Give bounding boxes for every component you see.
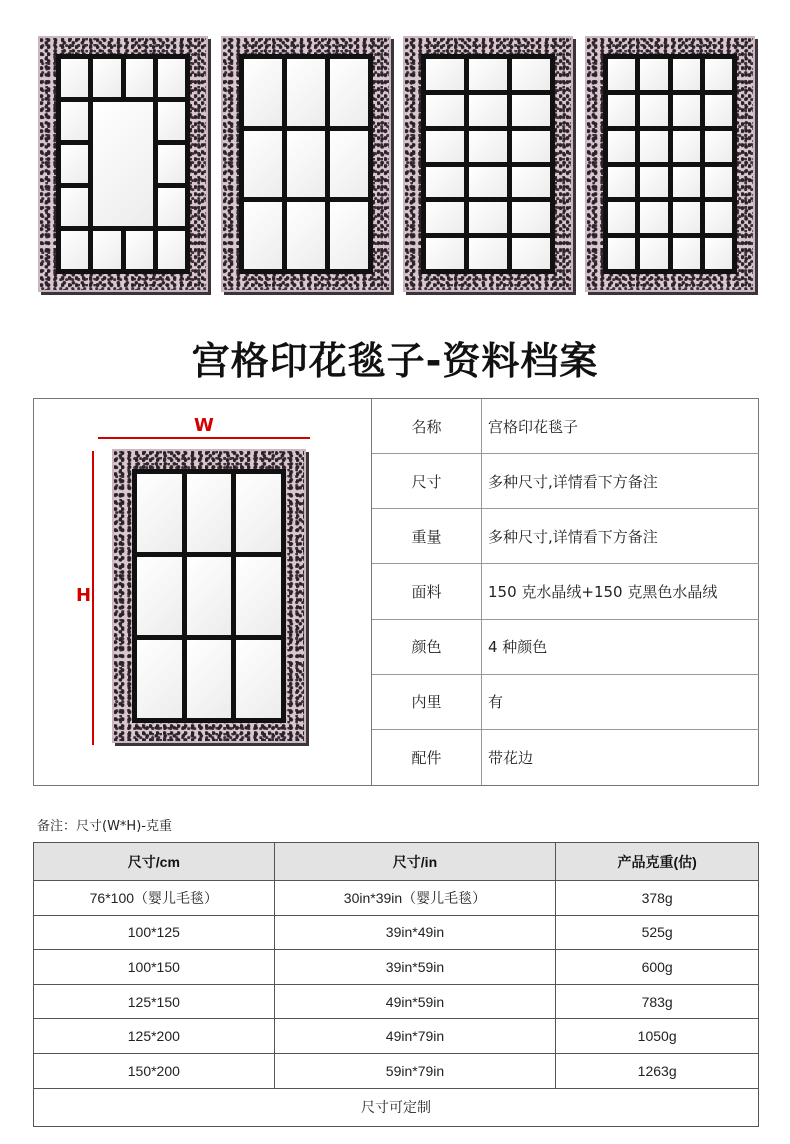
photo-cell	[640, 167, 667, 198]
cell-weight: 600g	[556, 950, 759, 985]
photo-cell	[469, 131, 507, 162]
photo-cell	[158, 59, 185, 97]
photo-cell	[287, 202, 325, 269]
photo-cell	[640, 59, 667, 90]
photo-cell	[469, 202, 507, 233]
cell-weight: 1263g	[556, 1053, 759, 1088]
spec-table	[371, 399, 759, 785]
photo-cell	[640, 238, 667, 269]
photo-cell	[469, 59, 507, 90]
spec-value: 多种尺寸,详情看下方备注	[488, 472, 658, 491]
photo-cell	[705, 167, 732, 198]
photo-cell	[673, 202, 700, 233]
photo-cell	[244, 202, 282, 269]
spec-key: 配件	[372, 730, 482, 785]
cell-in: 49in*59in	[274, 984, 556, 1019]
spec-value: 150 克水晶绒+150 克黑色水晶绒	[488, 582, 718, 601]
photo-cell	[61, 145, 88, 183]
photo-cell	[705, 59, 732, 90]
width-line	[98, 437, 310, 439]
photo-cell	[426, 202, 464, 233]
photo-cell	[158, 102, 185, 140]
spec-key: 内里	[372, 675, 482, 729]
spec-key: 面料	[372, 564, 482, 618]
photo-cell	[469, 167, 507, 198]
photo-cell	[608, 202, 635, 233]
dimension-diagram	[34, 399, 371, 785]
blanket-preview-2	[223, 38, 389, 290]
spec-row	[372, 454, 759, 509]
info-box	[33, 398, 759, 786]
cell-weight: 783g	[556, 984, 759, 1019]
photo-cell	[236, 640, 281, 718]
photo-cell	[236, 474, 281, 552]
photo-cell	[608, 59, 635, 90]
photo-cell	[126, 59, 153, 97]
spec-value: 多种尺寸,详情看下方备注	[488, 527, 658, 546]
photo-cell	[93, 59, 120, 97]
cell-in: 39in*49in	[274, 915, 556, 950]
table-footer-row	[34, 1088, 759, 1126]
height-label: H	[76, 585, 92, 606]
photo-cell	[330, 131, 368, 198]
spec-value: 宫格印花毯子	[488, 417, 579, 436]
blanket-preview-4	[587, 38, 753, 290]
photo-cell	[126, 231, 153, 269]
cell-cm: 100*150	[34, 950, 275, 985]
size-note: 备注：尺寸(W*H)-克重	[37, 819, 172, 834]
table-row	[34, 950, 759, 985]
photo-cell	[705, 95, 732, 126]
cell-in: 59in*79in	[274, 1053, 556, 1088]
spec-row	[372, 399, 759, 454]
photo-cell	[673, 238, 700, 269]
photo-cell	[608, 238, 635, 269]
photo-cell	[512, 131, 550, 162]
grid-panel	[56, 54, 190, 274]
photo-cell	[187, 474, 232, 552]
photo-cell	[512, 95, 550, 126]
spec-value: 有	[488, 693, 504, 712]
photo-cell	[512, 238, 550, 269]
grid-panel	[421, 54, 555, 274]
photo-cell	[287, 59, 325, 126]
photo-cell	[137, 640, 182, 718]
height-line	[92, 451, 94, 745]
spec-row	[372, 675, 759, 730]
table-row	[34, 1053, 759, 1088]
photo-cell	[187, 557, 232, 635]
spec-row	[372, 509, 759, 564]
cell-cm: 100*125	[34, 915, 275, 950]
cell-cm: 125*200	[34, 1019, 275, 1054]
photo-cell	[512, 167, 550, 198]
spec-key: 重量	[372, 509, 482, 563]
photo-cell	[330, 202, 368, 269]
blanket-preview-1	[40, 38, 206, 290]
cell-cm: 125*150	[34, 984, 275, 1019]
photo-cell	[158, 188, 185, 226]
cell-in: 39in*59in	[274, 950, 556, 985]
grid-panel	[239, 54, 373, 274]
photo-cell	[93, 231, 120, 269]
spec-value: 带花边	[488, 748, 534, 767]
photo-cell	[640, 131, 667, 162]
photo-cell	[187, 640, 232, 718]
custom-size-note: 尺寸可定制	[34, 1088, 759, 1126]
table-row	[34, 915, 759, 950]
photo-cell	[244, 59, 282, 126]
photo-cell	[673, 131, 700, 162]
cell-in: 49in*79in	[274, 1019, 556, 1054]
grid-panel	[603, 54, 737, 274]
photo-cell	[61, 231, 88, 269]
photo-cell	[158, 145, 185, 183]
photo-cell	[608, 95, 635, 126]
photo-cell	[137, 474, 182, 552]
photo-cell	[640, 202, 667, 233]
photo-cell	[640, 95, 667, 126]
photo-cell	[93, 102, 153, 226]
photo-cell	[608, 131, 635, 162]
spec-key: 名称	[372, 399, 482, 453]
photo-cell	[61, 59, 88, 97]
photo-cell	[236, 557, 281, 635]
table-row	[34, 881, 759, 916]
photo-cell	[426, 131, 464, 162]
blanket-diagram	[114, 451, 304, 741]
photo-cell	[426, 59, 464, 90]
product-previews	[0, 0, 790, 310]
photo-cell	[137, 557, 182, 635]
photo-cell	[244, 131, 282, 198]
photo-cell	[469, 238, 507, 269]
size-table	[33, 842, 759, 1127]
photo-cell	[512, 59, 550, 90]
table-header-row	[34, 843, 759, 881]
photo-cell	[330, 59, 368, 126]
cell-weight: 525g	[556, 915, 759, 950]
photo-cell	[469, 95, 507, 126]
cell-weight: 378g	[556, 881, 759, 916]
cell-cm: 150*200	[34, 1053, 275, 1088]
cell-in: 30in*39in（婴儿毛毯）	[274, 881, 556, 916]
spec-row	[372, 730, 759, 785]
grid-panel	[132, 469, 286, 723]
header-cm: 尺寸/cm	[34, 843, 275, 881]
photo-cell	[61, 102, 88, 140]
header-in: 尺寸/in	[274, 843, 556, 881]
photo-cell	[287, 131, 325, 198]
spec-row	[372, 620, 759, 675]
blanket-preview-3	[405, 38, 571, 290]
cell-weight: 1050g	[556, 1019, 759, 1054]
photo-cell	[426, 167, 464, 198]
photo-cell	[705, 238, 732, 269]
photo-cell	[158, 231, 185, 269]
table-row	[34, 984, 759, 1019]
photo-cell	[61, 188, 88, 226]
width-label: W	[194, 415, 214, 436]
spec-key: 尺寸	[372, 454, 482, 508]
table-row	[34, 1019, 759, 1054]
photo-cell	[705, 202, 732, 233]
photo-cell	[673, 59, 700, 90]
cell-cm: 76*100（婴儿毛毯）	[34, 881, 275, 916]
spec-key: 颜色	[372, 620, 482, 674]
photo-cell	[426, 95, 464, 126]
photo-cell	[673, 167, 700, 198]
spec-value: 4 种颜色	[488, 638, 548, 657]
header-weight: 产品克重(估)	[556, 843, 759, 881]
photo-cell	[673, 95, 700, 126]
photo-cell	[512, 202, 550, 233]
spec-row	[372, 564, 759, 619]
photo-cell	[705, 131, 732, 162]
page-title: 宫格印花毯子-资料档案	[191, 339, 599, 383]
photo-cell	[608, 167, 635, 198]
photo-cell	[426, 238, 464, 269]
